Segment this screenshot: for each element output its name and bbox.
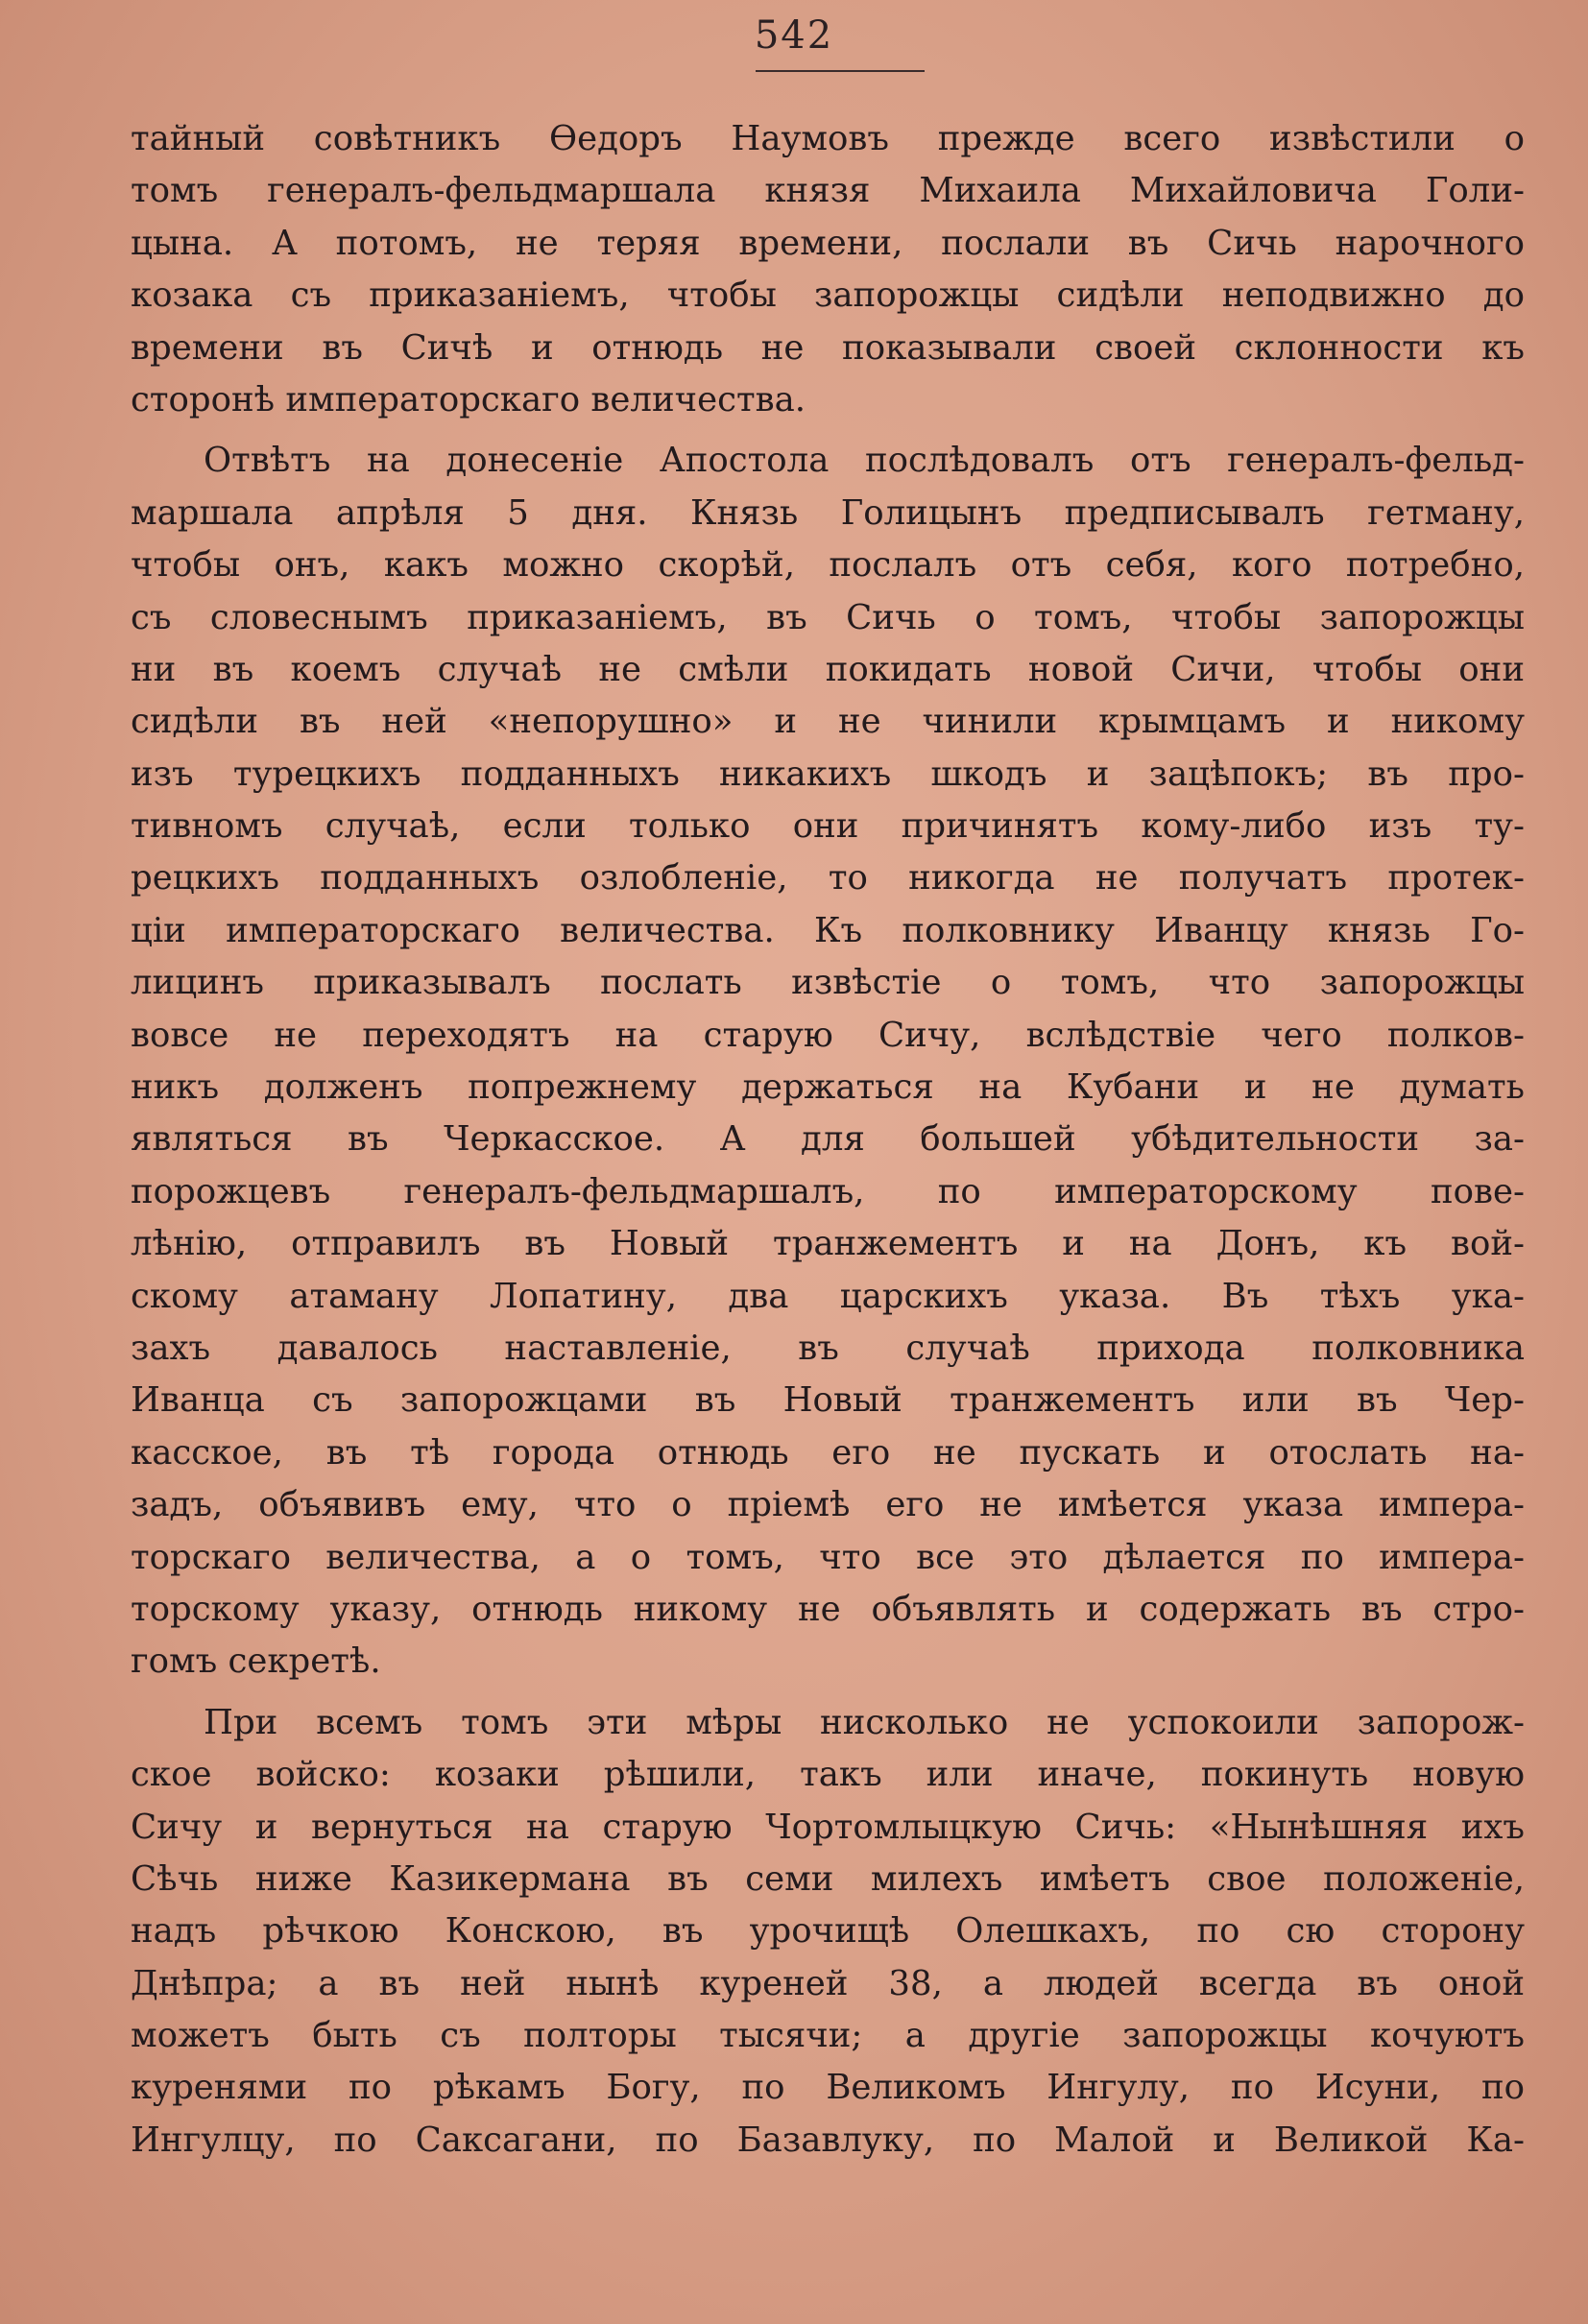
text-line: Днѣпра; а въ ней нынѣ куреней 38, а людей всегда въ оной [131, 1963, 1525, 2003]
text-line: можетъ быть съ полторы тысячи; а другіе запорожцы кочуютъ [131, 2016, 1525, 2056]
text-line: Ингулцу, по Саксагани, по Базавлуку, по Малой и Великой Ка- [131, 2120, 1525, 2160]
text-line: касское, въ тѣ города отнюдь его не пускать и отослать на- [131, 1432, 1525, 1473]
text-line: сидѣли въ ней «непорушно» и не чинили крымцамъ и никому [131, 702, 1525, 742]
text-line: никъ долженъ попрежнему держаться на Кубани и не думать [131, 1067, 1525, 1108]
text-line: куренями по рѣкамъ Богу, по Великомъ Ингулу, по Исуни, по [131, 2068, 1525, 2108]
text-line: являться въ Черкасское. А для большей убѣдительности за- [131, 1119, 1525, 1160]
text-line: ни въ коемъ случаѣ не смѣли покидать новой Сичи, чтобы они [131, 649, 1525, 689]
page-number: 542 [754, 13, 834, 58]
text-line: съ словеснымъ приказаніемъ, въ Сичь о томъ, чтобы запорожцы [131, 597, 1525, 637]
text-line: томъ генералъ-фельдмаршала князя Михаила Михайловича Голи- [131, 171, 1525, 211]
body-text [131, 113, 1525, 2167]
text-line: тивномъ случаѣ, если только они причинятъ кому-либо изъ ту- [131, 806, 1525, 847]
text-line: торскому указу, отнюдь никому не объявлять и содержать въ стро- [131, 1589, 1525, 1629]
text-line: порожцевъ генералъ-фельдмаршалъ, по императорскому пове- [131, 1171, 1525, 1211]
text-line: ціи императорскаго величества. Къ полковнику Иванцу князь Го- [131, 910, 1525, 950]
text-line: гомъ секретѣ. [131, 1641, 381, 1682]
text-line: цына. А потомъ, не теряя времени, послали въ Сичь нарочного [131, 223, 1525, 263]
text-line: Иванца съ запорожцами въ Новый транжементъ или въ Чер- [131, 1380, 1525, 1421]
text-line: надъ рѣчкою Конскою, въ урочищѣ Олешкахъ, по сю сторону [131, 1911, 1525, 1952]
text-line: лѣнію, отправилъ въ Новый транжементъ и на Донъ, къ вой- [131, 1224, 1525, 1264]
text-line: торскаго величества, а о томъ, что все это дѣлается по импера- [131, 1537, 1525, 1577]
text-line: сторонѣ императорскаго величества. [131, 379, 806, 419]
text-line: ское войско: козаки рѣшили, такъ или иначе, покинуть новую [131, 1755, 1525, 1795]
paragraph-3 [131, 1697, 1525, 2168]
text-line: При всемъ томъ эти мѣры нисколько не успокоили запорож- [204, 1702, 1525, 1742]
text-line: вовсе не переходятъ на старую Сичу, вслѣдствіе чего полков- [131, 1015, 1525, 1055]
paragraph-1 [131, 113, 1525, 426]
text-line: лицинъ приказывалъ послать извѣстіе о томъ, что запорожцы [131, 963, 1525, 1003]
text-line: тайный совѣтникъ Ѳедоръ Наумовъ прежде всего извѣстили о [131, 119, 1525, 158]
page-number-rule [756, 70, 925, 72]
text-line: изъ турецкихъ подданныхъ никакихъ шкодъ и зацѣпокъ; въ про- [131, 754, 1525, 794]
text-line: маршала апрѣля 5 дня. Князь Голицынъ предписывалъ гетману, [131, 492, 1525, 533]
text-line: времени въ Сичѣ и отнюдь не показывали своей склонности къ [131, 327, 1525, 368]
text-line: задъ, объявивъ ему, что о пріемѣ его не имѣется указа импера- [131, 1485, 1525, 1525]
text-line: захъ давалось наставленіе, въ случаѣ прихода полковника [131, 1328, 1525, 1368]
paragraph-2 [131, 435, 1525, 1688]
text-line: козака съ приказаніемъ, чтобы запорожцы сидѣли неподвижно до [131, 276, 1525, 316]
text-line: рецкихъ подданныхъ озлобленіе, то никогда не получатъ протек- [131, 858, 1525, 898]
text-line: Отвѣтъ на донесеніе Апостола послѣдовалъ отъ генералъ-фельд- [204, 441, 1525, 481]
text-line: Сичу и вернуться на старую Чортомлыцкую Сичь: «Нынѣшняя ихъ [131, 1807, 1525, 1847]
text-line: скому атаману Лопатину, два царскихъ указа. Въ тѣхъ ука- [131, 1276, 1525, 1316]
text-line: чтобы онъ, какъ можно скорѣй, послалъ отъ себя, кого потребно, [131, 545, 1525, 586]
text-line: Сѣчь ниже Казикермана въ семи милехъ имѣетъ свое положеніе, [131, 1858, 1525, 1899]
